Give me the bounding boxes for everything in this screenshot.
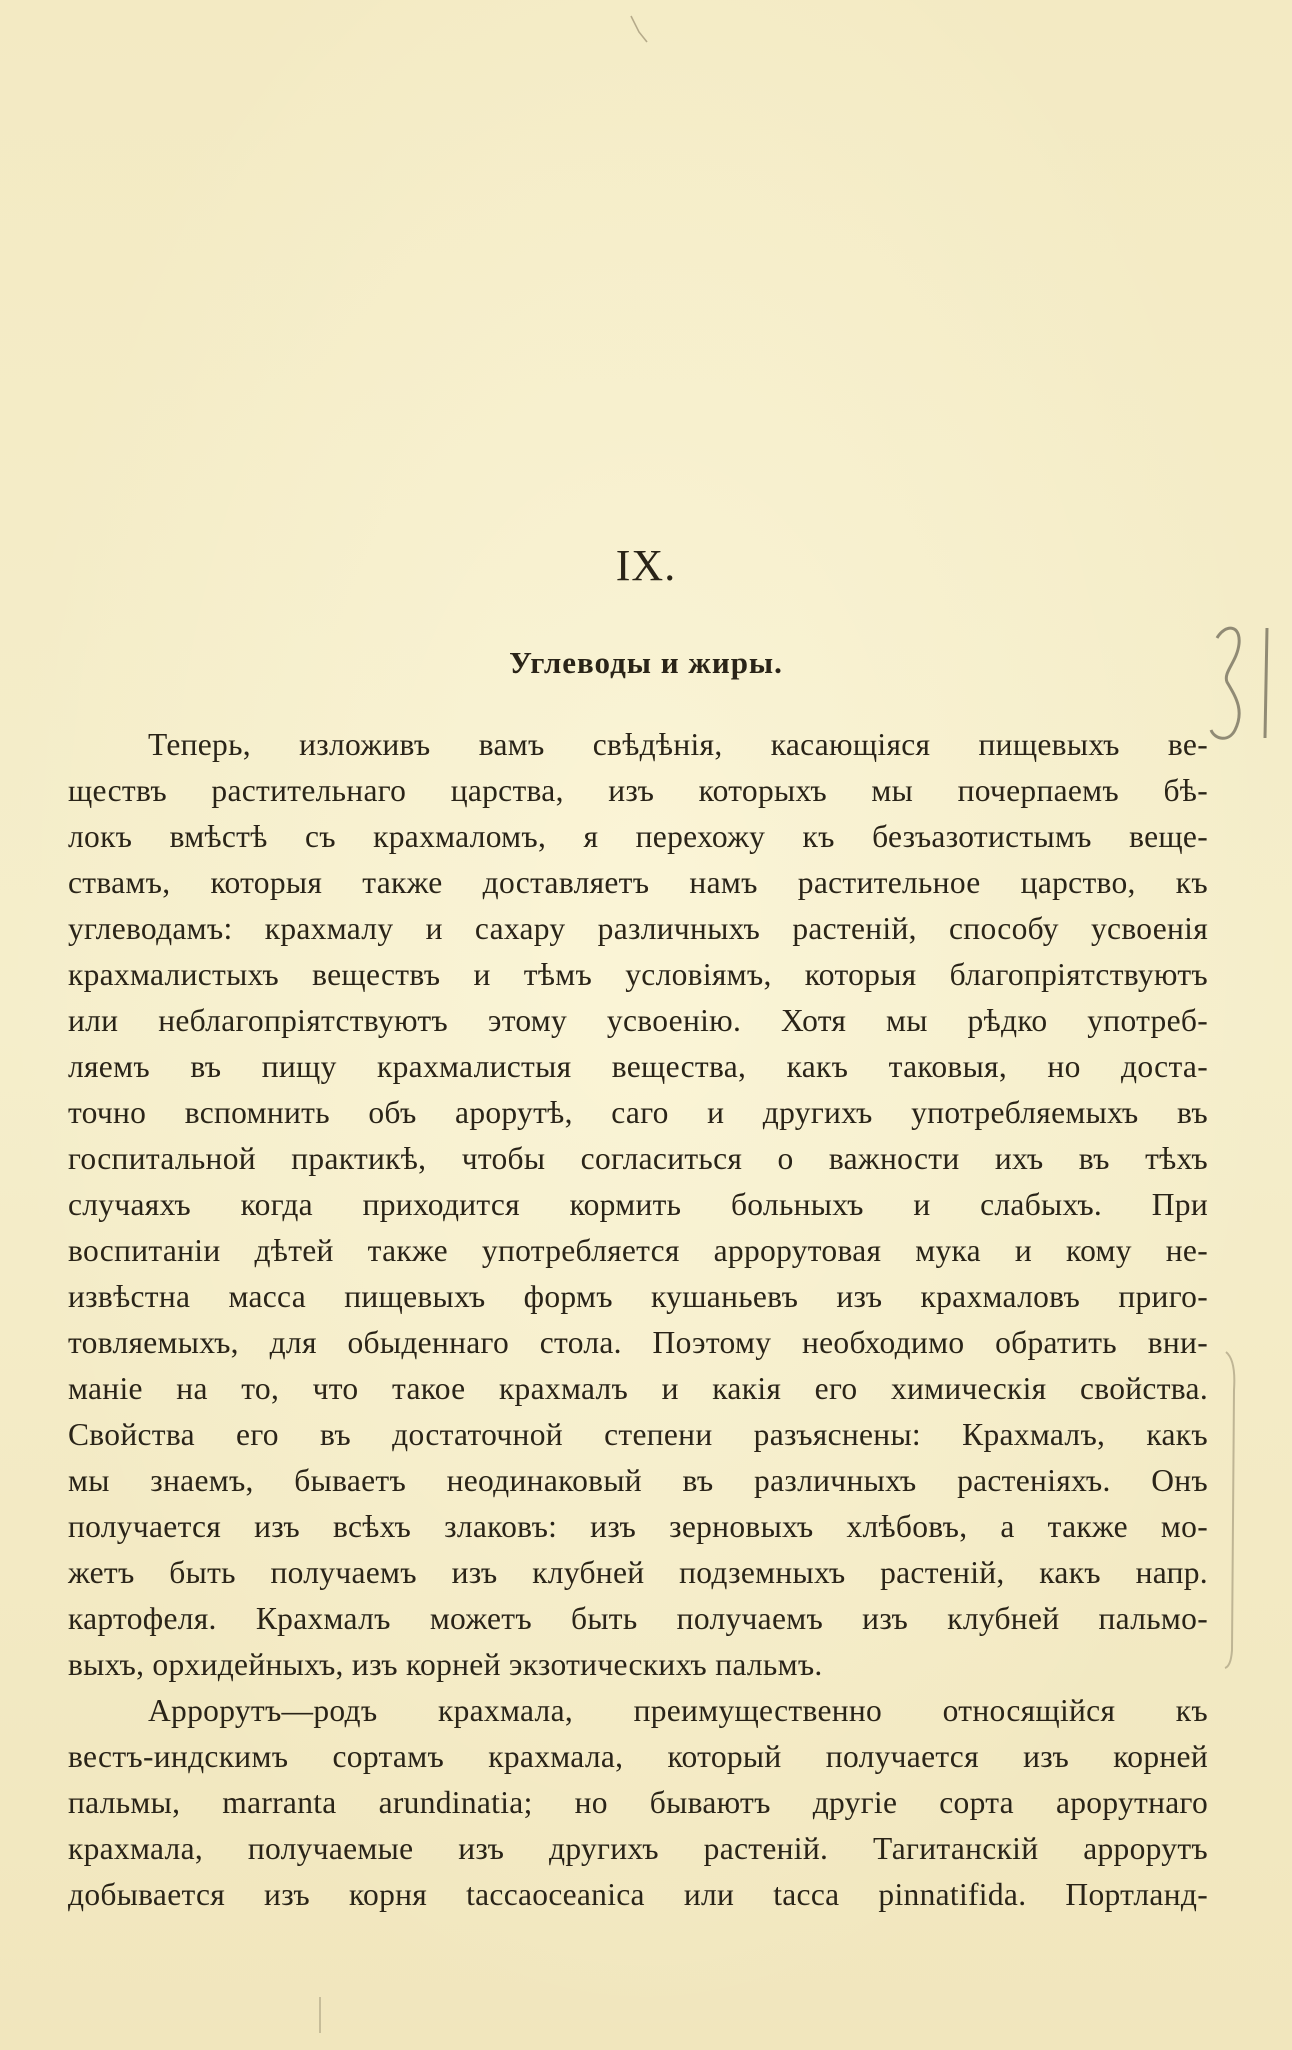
text-line: товляемыхъ, для обыденнаго стола. Поэтому необходимо обратить вни- bbox=[68, 1325, 1208, 1360]
pencil-mark-bottom bbox=[316, 1995, 324, 2035]
text-line: Теперь, изложивъ вамъ свѣдѣнія, касающіяся пищевыхъ ве- bbox=[148, 727, 1208, 762]
text-line: Аррорутъ—родъ крахмала, преимущественно относящійся къ bbox=[148, 1693, 1208, 1728]
text-line: случаяхъ когда приходится кормить больныхъ и слабыхъ. При bbox=[68, 1187, 1208, 1222]
text-line: воспитаніи дѣтей также употребляется аррорутовая мука и кому не- bbox=[68, 1233, 1208, 1268]
text-line: пальмы, marranta arundinatia; но бываютъ другіе сорта арорутнаго bbox=[68, 1785, 1208, 1820]
paragraph-1 bbox=[68, 722, 1208, 1688]
chapter-title: Углеводы и жиры. bbox=[509, 645, 783, 680]
text-line: госпитальной практикѣ, чтобы согласиться о важности ихъ въ тѣхъ bbox=[68, 1141, 1208, 1176]
text-line: жетъ быть получаемъ изъ клубней подземныхъ растеній, какъ напр. bbox=[68, 1555, 1208, 1590]
handwritten-margin-note-icon bbox=[1205, 618, 1290, 758]
margin-bracket-line bbox=[1222, 1350, 1240, 1670]
text-line: углеводамъ: крахмалу и сахару различныхъ растеній, способу усвоенія bbox=[68, 911, 1208, 946]
text-line: крахмалистыхъ веществъ и тѣмъ условіямъ, которыя благопріятствуютъ bbox=[68, 957, 1208, 992]
body-text bbox=[68, 722, 1208, 1918]
text-line: Свойства его въ достаточной степени разъяснены: Крахмалъ, какъ bbox=[68, 1417, 1208, 1452]
paragraph-2 bbox=[68, 1688, 1208, 1918]
text-line: локъ вмѣстѣ съ крахмаломъ, я перехожу къ безъазотистымъ веще- bbox=[68, 819, 1208, 854]
text-line: добывается изъ корня taccaoceanica или tacca pinnatifida. Портланд- bbox=[68, 1877, 1208, 1912]
text-line: точно вспомнить объ арорутѣ, саго и другихъ употребляемыхъ въ bbox=[68, 1095, 1208, 1130]
text-line: выхъ, орхидейныхъ, изъ корней экзотическихъ пальмъ. bbox=[68, 1647, 823, 1682]
pencil-mark-top bbox=[625, 12, 655, 52]
text-line: картофеля. Крахмалъ можетъ быть получаемъ изъ клубней пальмо- bbox=[68, 1601, 1208, 1636]
text-line: ляемъ въ пищу крахмалистыя вещества, какъ таковыя, но доста- bbox=[68, 1049, 1208, 1084]
text-line: получается изъ всѣхъ злаковъ: изъ зерновыхъ хлѣбовъ, а также мо- bbox=[68, 1509, 1208, 1544]
text-line: маніе на то, что такое крахмалъ и какія его химическія свойства. bbox=[68, 1371, 1208, 1406]
chapter-number: IX. bbox=[615, 541, 677, 590]
text-line: или неблагопріятствуютъ этому усвоенію. Хотя мы рѣдко употреб- bbox=[68, 1003, 1208, 1038]
text-line: извѣстна масса пищевыхъ формъ кушаньевъ изъ крахмаловъ приго- bbox=[68, 1279, 1208, 1314]
text-line: крахмала, получаемые изъ другихъ растеній. Тагитанскій аррорутъ bbox=[68, 1831, 1208, 1866]
text-line: вестъ-индскимъ сортамъ крахмала, который получается изъ корней bbox=[68, 1739, 1208, 1774]
text-line: ществъ растительнаго царства, изъ которыхъ мы почерпаемъ бѣ- bbox=[68, 773, 1208, 808]
text-line: ствамъ, которыя также доставляетъ намъ растительное царство, къ bbox=[68, 865, 1208, 900]
text-line: мы знаемъ, бываетъ неодинаковый въ различныхъ растеніяхъ. Онъ bbox=[68, 1463, 1208, 1498]
